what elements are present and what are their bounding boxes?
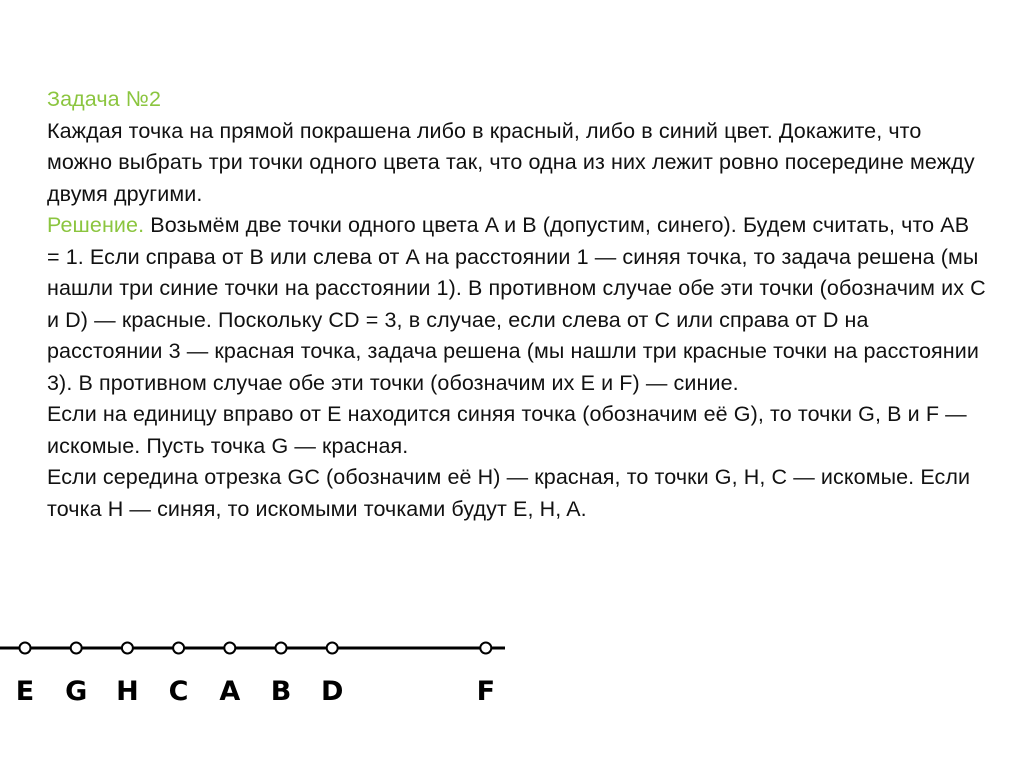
point-marker-e <box>20 643 31 654</box>
point-marker-b <box>276 643 287 654</box>
slide-text <box>47 84 987 525</box>
task-heading: Задача №2 <box>47 87 162 111</box>
solution-label: Решение. <box>47 213 145 237</box>
point-label-g: G <box>65 676 88 707</box>
point-label-b: B <box>270 676 292 707</box>
point-marker-a <box>224 643 235 654</box>
point-label-d: D <box>320 676 344 707</box>
points-layer <box>16 643 495 708</box>
point-marker-d <box>327 643 338 654</box>
point-label-a: A <box>219 676 241 707</box>
point-marker-c <box>173 643 184 654</box>
point-marker-f <box>480 643 491 654</box>
number-line-diagram <box>0 630 520 710</box>
point-label-f: F <box>476 676 496 707</box>
solution-paragraph-2: Если на единицу вправо от E находится синяя точка (обозначим её G), то точки G, B и F — искомые. Пусть точка G — красная. <box>47 402 967 458</box>
point-label-h: H <box>116 676 139 707</box>
point-marker-g <box>71 643 82 654</box>
point-label-c: C <box>168 676 189 707</box>
solution-text-1: Возьмём две точки одного цвета A и B (допустим, синего). Будем считать, что AB = 1. Если справа от B или слева от A на расстоянии 1 — синяя точка, то задача решена (мы нашли три синие точки на расстоянии 1). В противном случае обе эти точки (обозначим их C и D) — красные. Поскольку CD = 3, в случае, если слева от C или справа от D на расстоянии 3 — красная точка, задача решена (мы нашли три красные точки на расстоянии 3). В противном случае обе эти точки (обозначим их E и F) — синие. <box>47 213 986 395</box>
solution-paragraph-1 <box>47 210 987 399</box>
solution-paragraph-3: Если середина отрезка GC (обозначим её H) — красная, то точки G, H, C — искомые. Если точка H — синяя, то искомыми точками будут E, H, A. <box>47 465 971 521</box>
task-statement: Каждая точка на прямой покрашена либо в красный, либо в синий цвет. Докажите, что можно выбрать три точки одного цвета так, что одна из них лежит ровно посередине между двумя другими. <box>47 118 975 206</box>
point-marker-h <box>122 643 133 654</box>
point-label-e: E <box>15 676 35 707</box>
